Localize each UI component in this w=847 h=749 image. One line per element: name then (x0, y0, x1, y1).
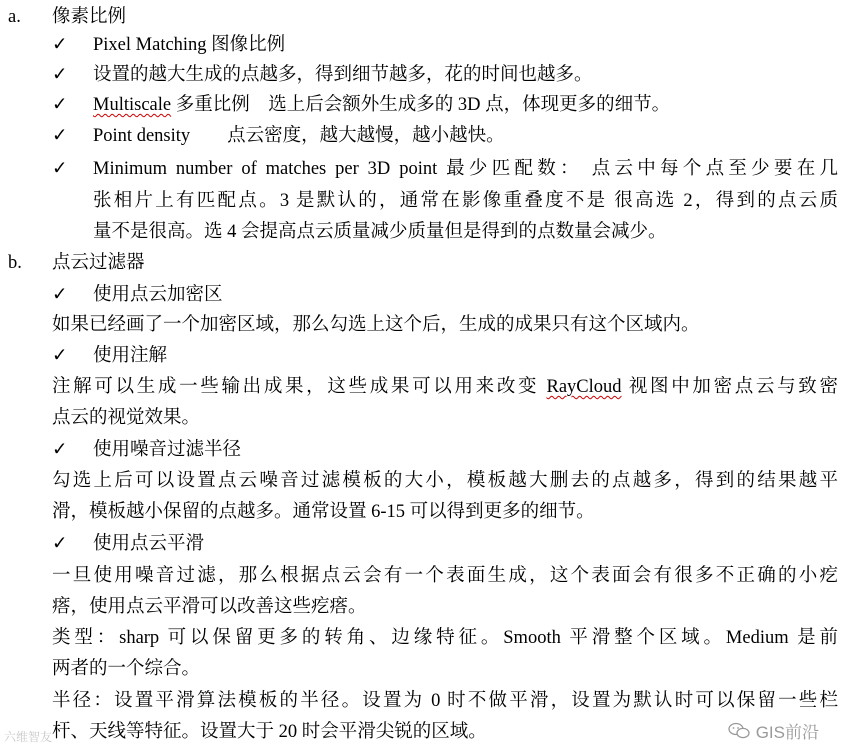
section-b-marker: b. (8, 253, 22, 273)
checkmark-icon: ✓ (52, 440, 68, 460)
checkmark-icon: ✓ (52, 534, 68, 554)
smoothing-radius-line2: 杆、天线等特征。设置大于 20 时会平滑尖锐的区域。 (52, 722, 487, 742)
checkmark-icon: ✓ (52, 95, 68, 115)
checkmark-icon: ✓ (52, 346, 68, 366)
watermark-gis (728, 718, 819, 743)
smoothing-desc-line2: 瘩，使用点云平滑可以改善这些疙瘩。 (52, 597, 367, 617)
smoothing-desc-line1: 一旦使用噪音过滤，那么根据点云会有一个表面生成，这个表面会有很多不正确的小疙 (52, 566, 838, 586)
term-raycloud: RayCloud (546, 377, 622, 397)
item-smoothing: 使用点云平滑 (93, 534, 205, 554)
section-b-title: 点云过滤器 (52, 253, 145, 273)
item-min-matches-line3: 量不是很高。选 4 会提高点云质量减少质量但是得到的点数量会减少。 (93, 222, 667, 242)
wechat-icon (728, 722, 750, 740)
smoothing-radius-line1: 半径：设置平滑算法模板的半径。设置为 0 时不做平滑，设置为默认时可以保留一些栏 (52, 691, 838, 711)
item-noise-filter: 使用噪音过滤半径 (93, 440, 242, 460)
multiscale-desc: 多重比例 选上后会额外生成多的 3D 点，体现更多的细节。 (171, 95, 671, 115)
section-a-title: 像素比例 (52, 7, 127, 27)
noise-filter-desc-line1: 勾选上后可以设置点云噪音过滤模板的大小，模板越大删去的点越多，得到的结果越平 (52, 471, 838, 491)
annotation-desc-line2: 点云的视觉效果。 (52, 408, 201, 428)
checkmark-icon: ✓ (52, 285, 68, 305)
item-min-matches-line1: Minimum number of matches per 3D point 最少匹配数： 点云中每个点至少要在几 (93, 159, 838, 179)
watermark-left: 六维智友 (4, 730, 53, 744)
noise-filter-desc-line2: 滑，模板越小保留的点越多。通常设置 6-15 可以得到更多的细节。 (52, 502, 595, 522)
item-pixel-matching: Pixel Matching 图像比例 (93, 35, 286, 55)
checkmark-icon: ✓ (52, 159, 68, 179)
annotation-text-b: 视图中加密点云与致密 (621, 377, 838, 397)
item-densify-area: 使用点云加密区 (93, 285, 223, 305)
checkmark-icon: ✓ (52, 35, 68, 55)
term-multiscale: Multiscale (93, 95, 172, 115)
item-min-matches-line2: 张相片上有匹配点。3 是默认的，通常在影像重叠度不是 很高选 2，得到的点云质 (93, 191, 838, 211)
annotation-text-a: 注解可以生成一些输出成果，这些成果可以用来改变 (52, 377, 547, 397)
smoothing-type-line1: 类型：sharp 可以保留更多的转角、边缘特征。Smooth 平滑整个区域。Medium 是前 (52, 628, 838, 648)
watermark-text: GIS前沿 (755, 723, 819, 742)
annotation-desc-line1 (52, 374, 838, 400)
smoothing-type-line2: 两者的一个综合。 (52, 659, 201, 679)
item-annotation: 使用注解 (93, 346, 168, 366)
item-point-density: Point density 点云密度，越大越慢，越小越快。 (93, 126, 505, 146)
section-a-marker: a. (8, 7, 21, 27)
checkmark-icon: ✓ (52, 126, 68, 146)
checkmark-icon: ✓ (52, 65, 68, 85)
item-pixel-matching-desc: 设置的越大生成的点越多，得到细节越多，花的时间也越多。 (93, 65, 593, 85)
item-multiscale (93, 92, 670, 118)
densify-area-desc: 如果已经画了一个加密区域，那么勾选上这个后，生成的成果只有这个区域内。 (52, 315, 700, 335)
